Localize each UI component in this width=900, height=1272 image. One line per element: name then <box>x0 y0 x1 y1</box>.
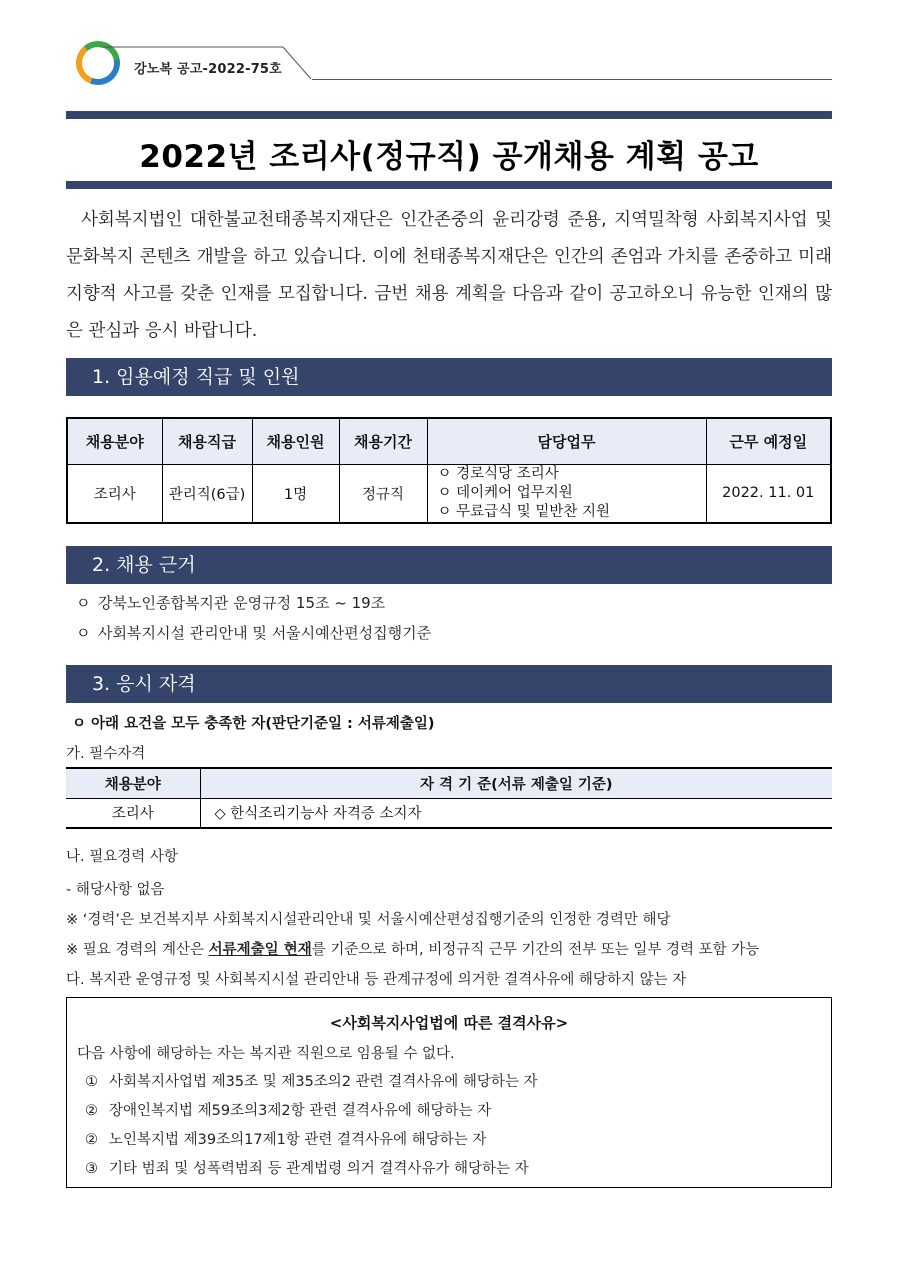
cell-grade: 관리직(6급) <box>162 464 252 523</box>
duty-item: ㅇ 무료급식 및 밑반찬 지원 <box>437 503 611 520</box>
disqualification-item: ① 사회복지사업법 제35조 및 제35조의2 관련 결격사유에 해당하는 자 <box>85 1074 538 1090</box>
table-row <box>66 798 832 828</box>
cell-field: 조리사 <box>67 464 162 523</box>
page-title: 2022년 조리사(정규직) 공개채용 계획 공고 <box>139 139 759 175</box>
header-rule <box>312 79 832 80</box>
emphasis-date: 서류제출일 현재 <box>208 942 312 958</box>
cell-field: 조리사 <box>66 798 200 828</box>
positions-table <box>66 417 832 524</box>
cell-period: 정규직 <box>339 464 427 523</box>
bullet-mark: ㅇ <box>76 624 91 642</box>
disqualification-item: ② 노인복지법 제39조의17제1항 관련 결격사유에 해당하는 자 <box>85 1132 487 1148</box>
disqualification-intro: 다음 사항에 해당하는 자는 복지관 직원으로 임용될 수 없다. <box>77 1046 455 1062</box>
section-heading-qualification: 3. 응시 자격 <box>66 665 832 703</box>
experience-label: 나. 필요경력 사항 <box>66 849 178 865</box>
basis-item: ㅇ 강북노인종합복지관 운영규정 15조 ~ 19조 <box>76 594 386 612</box>
cell-start-date: 2022. 11. 01 <box>706 464 831 523</box>
cell-duties <box>427 464 706 523</box>
experience-none: - 해당사항 없음 <box>66 882 165 898</box>
note-career: ※ ‘경력’은 보건복지부 사회복지시설관리안내 및 서울시예산편성집행기준의 인정한 경력만 해당 <box>66 912 671 928</box>
column-header: 채용인원 <box>252 418 339 464</box>
disqualification-item: ② 장애인복지법 제59조의3제2항 관련 결격사유에 해당하는 자 <box>85 1103 492 1119</box>
duty-item: ㅇ 경로식당 조리사 <box>437 465 559 482</box>
table-header-row <box>66 768 832 798</box>
section-heading-basis: 2. 채용 근거 <box>66 546 832 584</box>
column-header: 근무 예정일 <box>706 418 831 464</box>
disqualification-title: <사회복지사업법에 따른 결격사유> <box>329 1014 569 1032</box>
column-header: 담당업무 <box>427 418 706 464</box>
cell-requirement: ◇ 한식조리기능사 자격증 소지자 <box>200 798 832 828</box>
table-row <box>67 464 831 523</box>
intro-paragraph <box>66 202 832 350</box>
column-header: 채용분야 <box>66 768 200 798</box>
disqualification-box <box>66 997 832 1188</box>
item-disqualification-rule: 다. 복지관 운영규정 및 사회복지시설 관리안내 등 관계규정에 의거한 결격사유에 해당하지 않는 자 <box>66 972 687 988</box>
column-header: 채용기간 <box>339 418 427 464</box>
column-header: 채용직급 <box>162 418 252 464</box>
basis-item: ㅇ 사회복지시설 관리안내 및 서울시예산편성집행기준 <box>76 624 432 642</box>
table-header-row <box>67 418 831 464</box>
title-top-bar <box>66 111 832 119</box>
bullet-mark: ㅇ <box>76 594 91 612</box>
qualification-table <box>66 767 832 829</box>
cell-count: 1명 <box>252 464 339 523</box>
duty-item: ㅇ 데이케어 업무지원 <box>437 484 573 501</box>
disqualification-item: ③ 기타 범죄 및 성폭력범죄 등 관계법령 의거 결격사유가 해당하는 자 <box>85 1161 529 1177</box>
document-number: 강노복 공고-2022-75호 <box>134 62 282 77</box>
column-header: 채용분야 <box>67 418 162 464</box>
column-header: 자 격 기 준(서류 제출일 기준) <box>200 768 832 798</box>
title-bottom-bar <box>66 181 832 189</box>
section-heading-positions: 1. 임용예정 직급 및 인원 <box>66 358 832 396</box>
intro-text: 사회복지법인 대한불교천태종복지재단은 인간존중의 윤리강령 준용, 지역밀착형 사회복지사업 및 문화복지 콘텐츠 개발을 하고 있습니다. 이에 천태종복지재단은 인간의 존엄과 가치를 존중하고 미래지향적 사고를 갖춘 인재를 모집합니다. 금번 채용 계획을 다음과 같이 공고하오니 유능한 인재의 많은 관심과 응시 바랍니다. <box>66 210 832 341</box>
required-qualification-label: 가. 필수자격 <box>66 746 146 762</box>
note-calculation: ※ 필요 경력의 계산은 서류제출일 현재를 기준으로 하며, 비정규직 근무 기간의 전부 또는 일부 경력 포함 가능 <box>66 942 760 958</box>
qualification-lead: ㅇ 아래 요건을 모두 충족한 자(판단기준일 : 서류제출일) <box>72 716 435 732</box>
